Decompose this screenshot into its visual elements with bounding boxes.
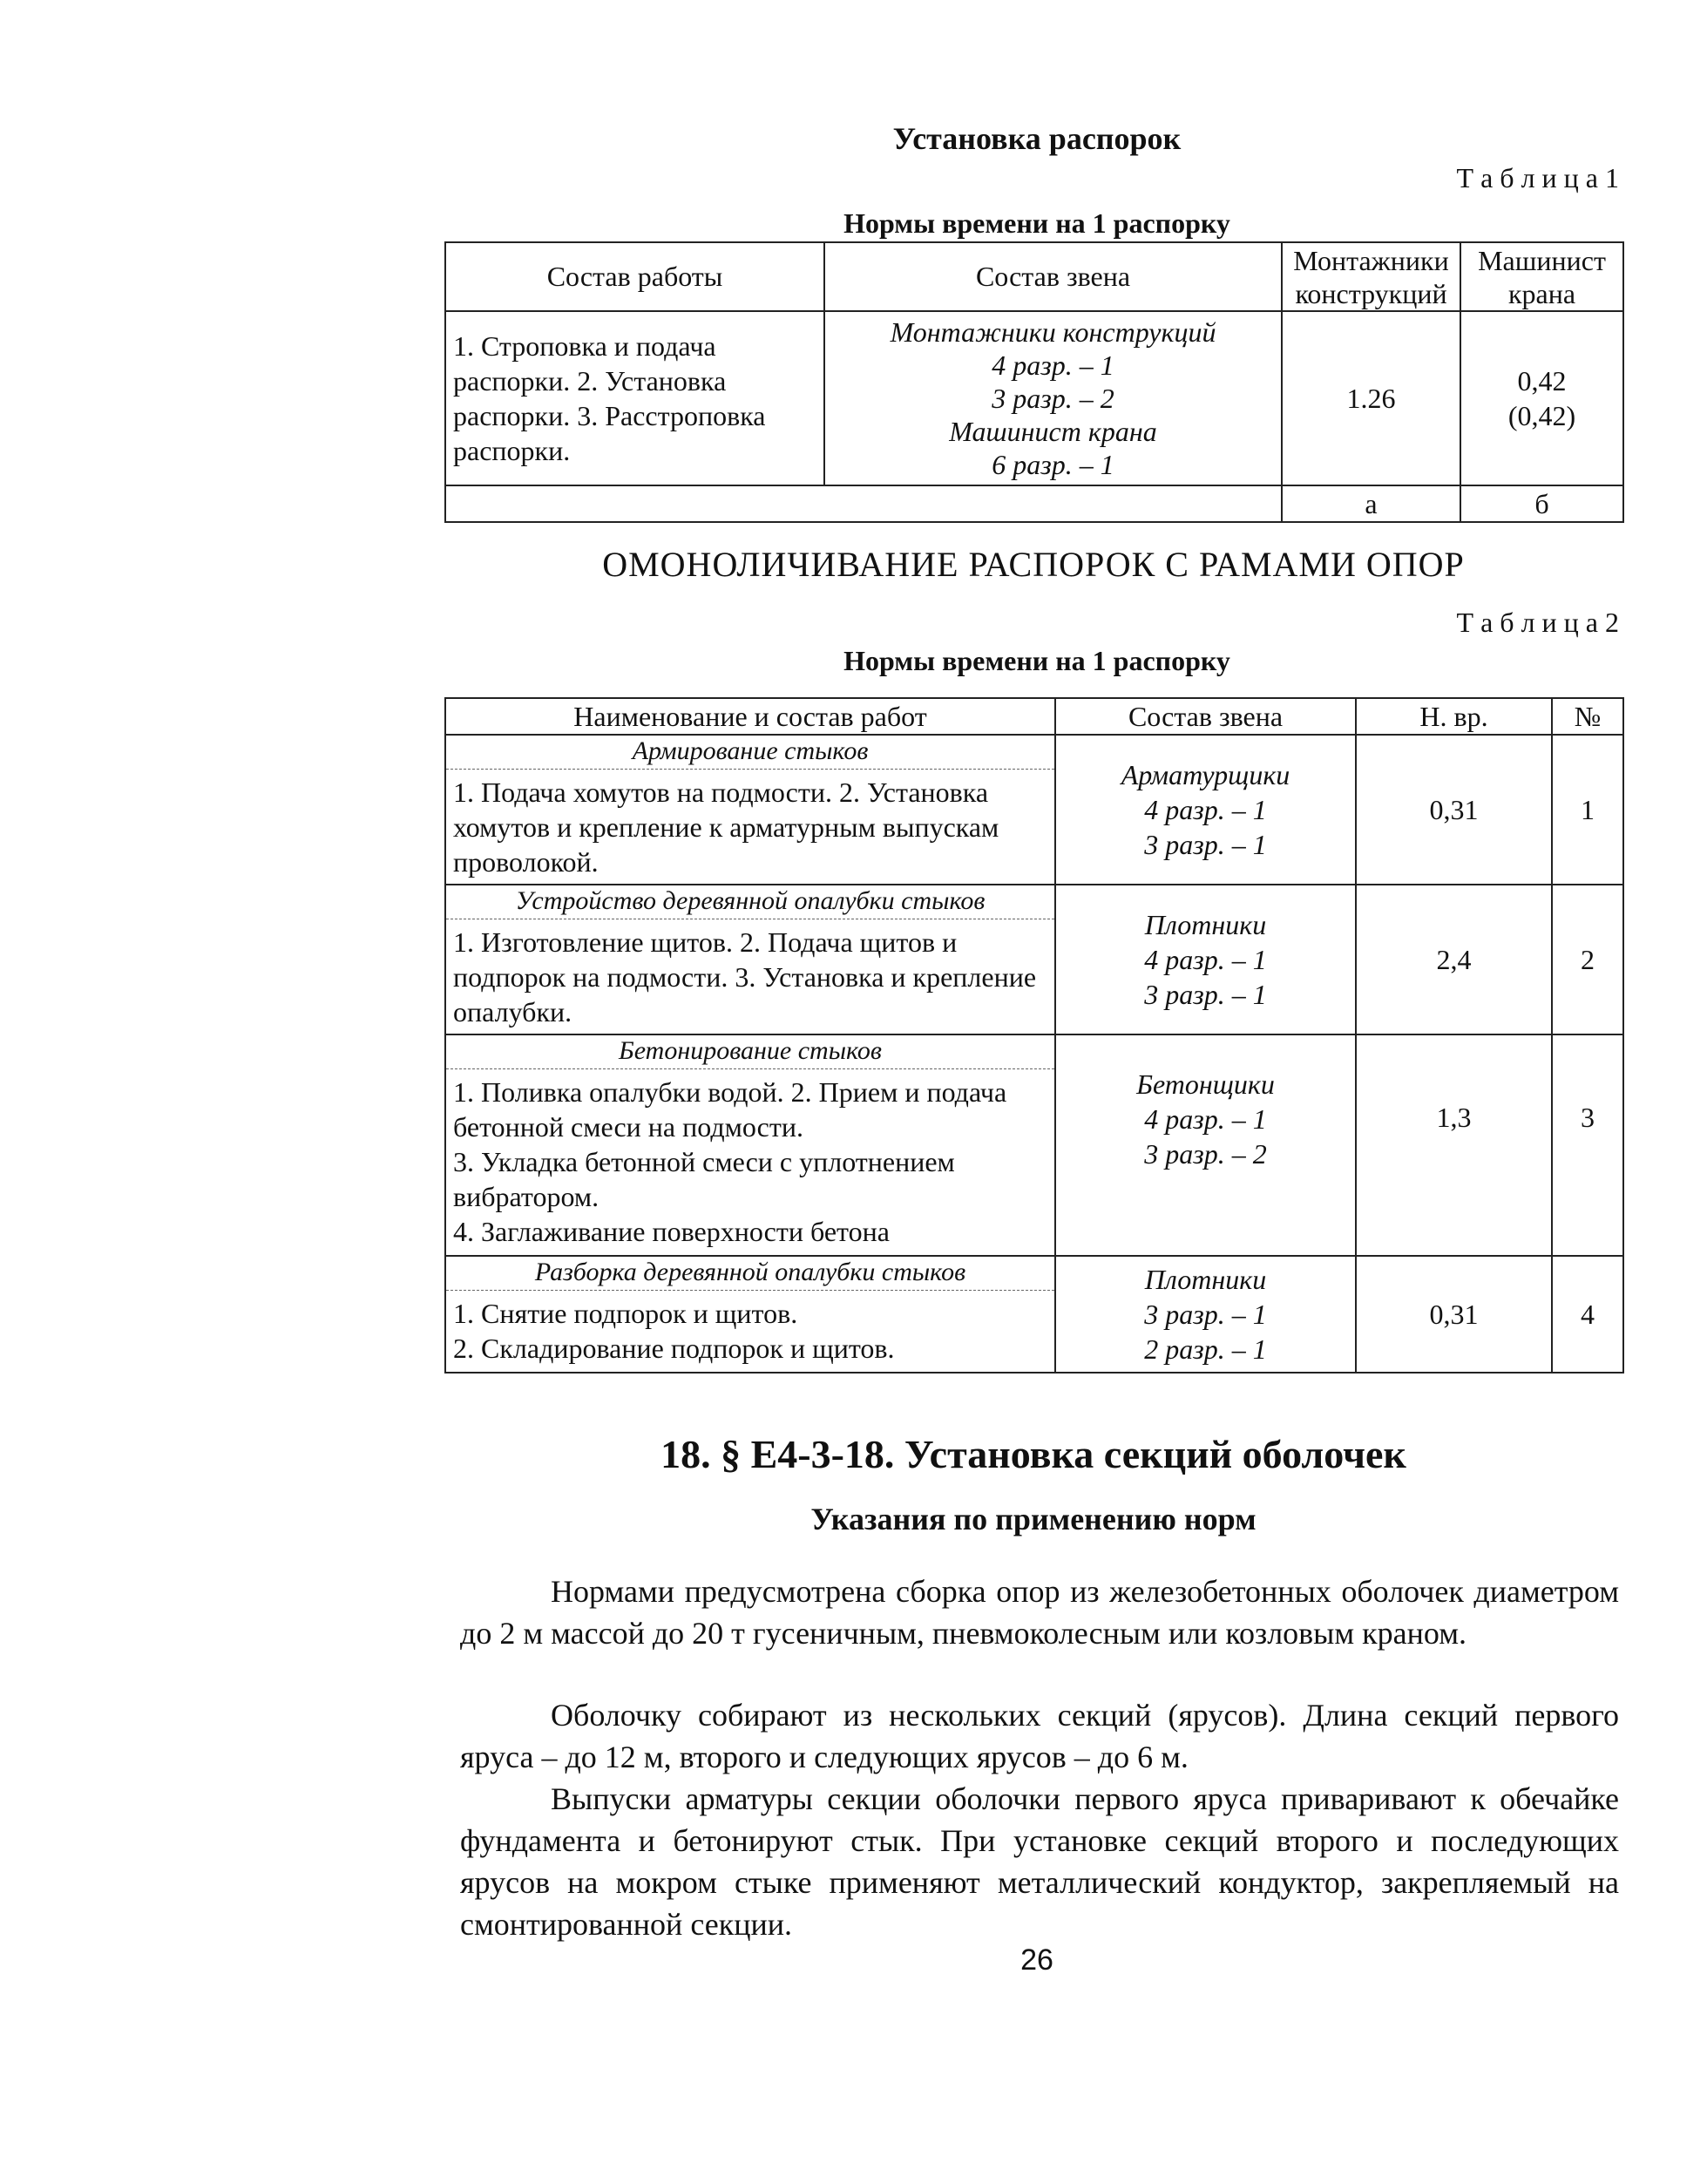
row-subtitle: Армирование стыков bbox=[446, 736, 1054, 770]
crew-line: 3 разр. – 1 bbox=[1144, 829, 1267, 860]
table2-crew-cell bbox=[1055, 885, 1356, 1034]
table-row bbox=[445, 1256, 1623, 1373]
row-subtitle: Разборка деревянной опалубки стыков bbox=[446, 1257, 1054, 1291]
table2-num-cell: 1 bbox=[1552, 735, 1623, 885]
row-text: 1. Поливка опалубки водой. 2. Прием и подача бетонной смеси на подмости. 3. Укладка бетонной смеси с уплотнением вибратором. 4. Заглаживание поверхности бетона bbox=[453, 1076, 1007, 1247]
crew-line: 3 разр. – 1 bbox=[1144, 979, 1267, 1010]
crew-line: 2 разр. – 1 bbox=[1144, 1333, 1267, 1365]
table-row bbox=[445, 735, 1623, 885]
crew-line: Монтажники конструкций bbox=[890, 316, 1216, 348]
crew-line: Арматурщики bbox=[1121, 759, 1290, 790]
crew-line: Машинист крана bbox=[949, 416, 1157, 447]
table2-num-cell: 2 bbox=[1552, 885, 1623, 1034]
crew-line: Бетонщики bbox=[1136, 1068, 1275, 1100]
table1-value-b: 0,42 (0,42) bbox=[1460, 311, 1623, 485]
table1-row bbox=[445, 311, 1623, 485]
table2-header-norm: Н. вр. bbox=[1356, 698, 1552, 735]
table1-caption: Нормы времени на 1 распорку bbox=[843, 207, 1230, 239]
table1-footer-a: а bbox=[1282, 485, 1460, 522]
crew-line: 6 разр. – 1 bbox=[992, 449, 1114, 480]
crew-line: 3 разр. – 2 bbox=[1144, 1138, 1267, 1170]
paragraph: Оболочку собирают из нескольких секций (ярусов). Длина секций первого яруса – до 12 м, второго и следующих ярусов – до 6 м. bbox=[460, 1698, 1619, 1774]
table2-header-name: Наименование и состав работ bbox=[445, 698, 1055, 735]
table1-footer-row bbox=[445, 485, 1623, 522]
table1-work-cell: 1. Строповка и подача распорки. 2. Установка распорки. 3. Расстроповка распорки. bbox=[445, 311, 824, 485]
table2-norm-cell: 2,4 bbox=[1356, 885, 1552, 1034]
table1-value-a: 1.26 bbox=[1282, 311, 1460, 485]
table1-header-row bbox=[445, 242, 1623, 311]
section-title: 18. § Е4-3-18. Установка секций оболочек bbox=[660, 1432, 1406, 1476]
table2-work-cell bbox=[445, 1256, 1055, 1373]
table2-work-cell bbox=[445, 1034, 1055, 1256]
paragraph: Нормами предусмотрена сборка опор из железобетонных оболочек диаметром до 2 м массой до 20 т гусеничным, пневмоколесным или козловым краном. bbox=[460, 1574, 1619, 1651]
crew-line: Плотники bbox=[1144, 909, 1267, 940]
paragraph: Выпуски арматуры секции оболочки первого яруса приваривают к обечайке фундамента и бетонируют стык. При установке секций второго и последующих ярусов на мокром стыке применяют металлический кондуктор, закрепляемый на смонтированной секции. bbox=[460, 1781, 1619, 1942]
table2-crew-cell bbox=[1055, 1256, 1356, 1373]
table2-num-cell: 3 bbox=[1552, 1034, 1623, 1256]
section-subtitle: Указания по применению норм bbox=[810, 1502, 1257, 1536]
table2-norm-cell: 1,3 bbox=[1356, 1034, 1552, 1256]
crew-line: 4 разр. – 1 bbox=[1144, 1103, 1267, 1135]
row-text: 1. Изготовление щитов. 2. Подача щитов и подпорок на подмости. 3. Установка и крепление опалубки. bbox=[453, 926, 1037, 1028]
table2-norm-cell: 0,31 bbox=[1356, 735, 1552, 885]
row-text: 1. Подача хомутов на подмости. 2. Установка хомутов и крепление к арматурным выпускам проволокой. bbox=[453, 777, 999, 878]
crew-line: 4 разр. – 1 bbox=[992, 349, 1114, 381]
table1-label: Т а б л и ц а 1 bbox=[1456, 162, 1619, 193]
table2-header-row bbox=[445, 698, 1623, 735]
table-row bbox=[445, 885, 1623, 1034]
table2-header-num: № bbox=[1552, 698, 1623, 735]
crew-line: 4 разр. – 1 bbox=[1144, 794, 1267, 825]
crew-line: 3 разр. – 2 bbox=[992, 383, 1114, 414]
row-text: 1. Снятие подпорок и щитов. 2. Складирование подпорок и щитов. bbox=[453, 1298, 895, 1364]
table-row bbox=[445, 1034, 1623, 1256]
table2-work-cell bbox=[445, 885, 1055, 1034]
table1-header-crew: Состав звена bbox=[824, 242, 1282, 311]
table1-header-installers: Монтажники конструкций bbox=[1282, 242, 1460, 311]
table2 bbox=[444, 697, 1624, 1373]
table2-caption: Нормы времени на 1 распорку bbox=[843, 645, 1230, 676]
table1 bbox=[444, 241, 1624, 523]
table1-footer-empty bbox=[445, 485, 1282, 522]
table1-header-operator: Машинист крана bbox=[1460, 242, 1623, 311]
table2-norm-cell: 0,31 bbox=[1356, 1256, 1552, 1373]
table1-heading: Установка распорок bbox=[892, 121, 1182, 156]
crew-line: 3 разр. – 1 bbox=[1144, 1299, 1267, 1330]
page-number: 26 bbox=[1020, 1943, 1053, 1977]
table2-header-crew: Состав звена bbox=[1055, 698, 1356, 735]
table2-heading: ОМОНОЛИЧИВАНИЕ РАСПОРОК С РАМАМИ ОПОР bbox=[602, 545, 1465, 584]
table2-crew-cell bbox=[1055, 1034, 1356, 1256]
table2-num-cell: 4 bbox=[1552, 1256, 1623, 1373]
table2-label: Т а б л и ц а 2 bbox=[1456, 607, 1619, 638]
table1-crew-cell bbox=[824, 311, 1282, 485]
crew-line: 4 разр. – 1 bbox=[1144, 944, 1267, 975]
table1-footer-b: б bbox=[1460, 485, 1623, 522]
row-subtitle: Бетонирование стыков bbox=[446, 1035, 1054, 1069]
table1-header-work: Состав работы bbox=[445, 242, 824, 311]
row-subtitle: Устройство деревянной опалубки стыков bbox=[446, 885, 1054, 919]
table2-work-cell bbox=[445, 735, 1055, 885]
table2-crew-cell bbox=[1055, 735, 1356, 885]
crew-line: Плотники bbox=[1144, 1264, 1267, 1295]
